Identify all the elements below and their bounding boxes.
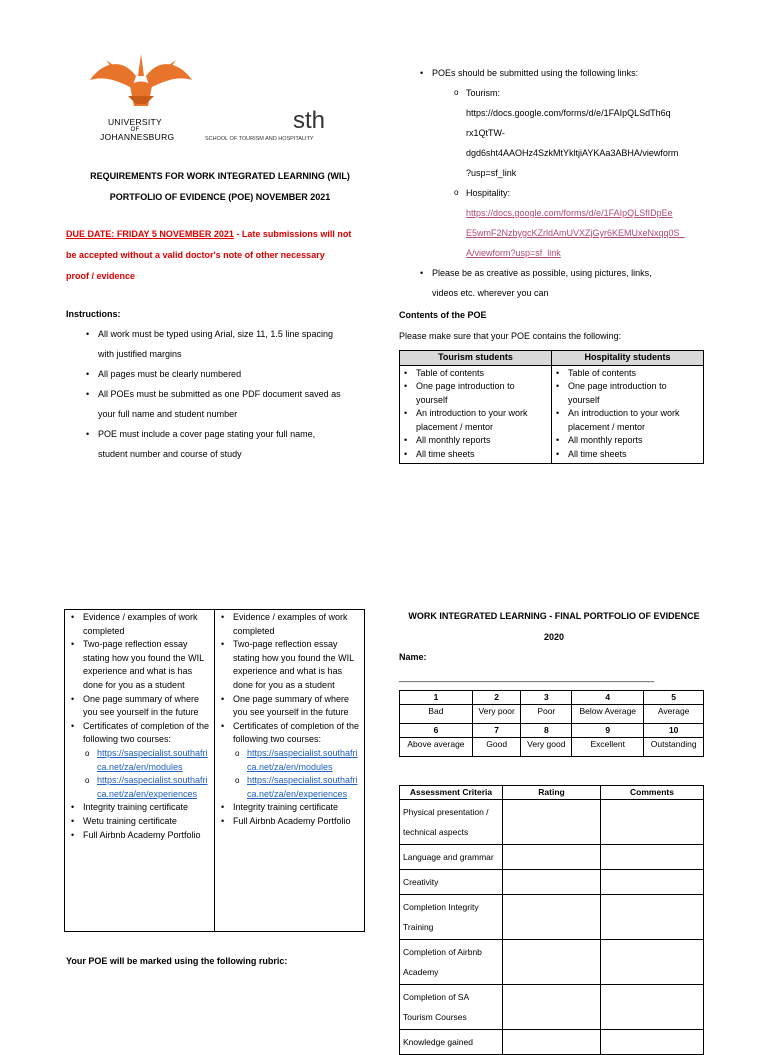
tourism-url-1: https://docs.google.com/forms/d/e/1FAIpQLSdTh6q (466, 108, 671, 118)
due-rest-1: - Late submissions will not (233, 229, 352, 239)
contents-item: • Table of contents (554, 367, 700, 381)
criteria-cell: Knowledge gained (400, 1030, 503, 1055)
page-title (70, 166, 370, 208)
scale-number: 7 (472, 724, 521, 738)
criteria-cell: Physical presentation / technical aspects (400, 800, 503, 845)
rating-cell[interactable] (503, 870, 601, 895)
logo-line-of: OF (130, 127, 140, 133)
contents-item: • Certificates of completion of the following two courses: (219, 720, 362, 747)
logo-line-university: UNIVERSITY (107, 117, 162, 127)
contents-item: • All time sheets (402, 448, 548, 462)
submission-intro: • POEs should be submitted using the following links: (418, 63, 718, 83)
contents-item: • All monthly reports (554, 434, 700, 448)
hospitality-link[interactable]: https://docs.google.com/forms/d/e/1FAIpQLSfIDpEe E5wmF2NzbygcKZrldAmUVXZjGyr6KEMUxeNxqq0S_ A/viewform?usp=sf_link (466, 208, 685, 258)
sth-logo (205, 108, 355, 142)
criteria-cell: Completion Integrity Training (400, 895, 503, 940)
criteria-header: Assessment Criteria (400, 786, 503, 800)
modules-link[interactable]: https://saspecialist.southafrica.net/za/en/modules (247, 747, 358, 772)
scale-number: 1 (400, 691, 473, 705)
university-name (100, 117, 175, 142)
comments-cell[interactable] (601, 870, 704, 895)
instruction-item: • All POEs must be submitted as one PDF document saved as your full name and student number (84, 384, 376, 424)
rating-cell[interactable] (503, 985, 601, 1030)
contents-item: • Two-page reflection essay stating how you found the WIL experience and what is has done for you as a student (69, 638, 212, 692)
tourism-url-2: rx1QtTW- (466, 128, 505, 138)
contents-item: • Integrity training certificate (69, 801, 212, 815)
contents-item: • Evidence / examples of work completed (219, 611, 362, 638)
tourism-continued-cell (65, 610, 215, 932)
final-year: 2020 (543, 632, 565, 642)
contents-item: • Evidence / examples of work completed (69, 611, 212, 638)
name-label: Name: (399, 652, 427, 662)
contents-item: • Integrity training certificate (219, 801, 362, 815)
scale-label: Above average (400, 738, 473, 757)
comments-cell[interactable] (601, 895, 704, 940)
sth-mark: sth (293, 107, 326, 134)
logo-line-johannesburg: JOHANNESBURG (100, 132, 175, 142)
tourism-label: o Tourism: (466, 88, 501, 98)
university-logo (86, 46, 196, 152)
submission-section (418, 63, 718, 303)
tourism-link-item (454, 83, 718, 183)
continued-contents-table (64, 609, 365, 932)
scale-label: Excellent (572, 738, 644, 757)
scale-number: 2 (472, 691, 521, 705)
scale-number: 6 (400, 724, 473, 738)
contents-heading: Contents of the POE (399, 310, 487, 320)
instruction-item: • All work must be typed using Arial, size 11, 1.5 line spacing with justified margins (84, 324, 376, 364)
contents-item: • Wetu training certificate (69, 815, 212, 829)
contents-item: • One page summary of where you see yourself in the future (69, 693, 212, 720)
contents-intro: Please make sure that your POE contains the following: (399, 331, 622, 341)
course-link-item (85, 774, 212, 801)
scale-label: Outstanding (644, 738, 704, 757)
course-link-item (85, 747, 212, 774)
scale-label: Very good (521, 738, 572, 757)
contents-item: • Full Airbnb Academy Portfolio (69, 829, 212, 843)
scale-number: 10 (644, 724, 704, 738)
rating-header: Rating (503, 786, 601, 800)
experiences-link[interactable]: https://saspecialist.southafrica.net/za/en/experiences (97, 775, 208, 799)
scale-number: 4 (572, 691, 644, 705)
scale-label: Below Average (572, 705, 644, 724)
comments-cell[interactable] (601, 845, 704, 870)
due-line-2: be accepted without a valid doctor's note of other necessary (66, 250, 325, 260)
hospitality-contents-cell (552, 365, 704, 464)
contents-item: • Certificates of completion of the following two courses: (69, 720, 212, 747)
contents-item: • Full Airbnb Academy Portfolio (219, 815, 362, 829)
contents-item: • An introduction to your work placement / mentor (402, 407, 548, 434)
name-field[interactable]: ___________________________________________________ (399, 672, 655, 682)
comments-cell[interactable] (601, 985, 704, 1030)
rating-cell[interactable] (503, 845, 601, 870)
rating-cell[interactable] (503, 1030, 601, 1055)
tourism-contents-cell (400, 365, 552, 464)
due-date: DUE DATE: FRIDAY 5 NOVEMBER 2021 (66, 229, 234, 239)
hospitality-link-item (454, 183, 718, 263)
scale-number: 8 (521, 724, 572, 738)
title-line-2: PORTFOLIO OF EVIDENCE (POE) NOVEMBER 2021 (109, 192, 331, 202)
instruction-item: • All pages must be clearly numbered (84, 364, 376, 384)
scale-number: 5 (644, 691, 704, 705)
contents-item: • One page summary of where you see yourself in the future (219, 693, 362, 720)
contents-item: • All monthly reports (402, 434, 548, 448)
course-link-item (235, 774, 362, 801)
experiences-link[interactable]: https://saspecialist.southafrica.net/za/en/experiences (247, 775, 358, 799)
comments-cell[interactable] (601, 940, 704, 985)
scale-label: Very poor (472, 705, 521, 724)
criteria-cell: Language and grammar (400, 845, 503, 870)
final-title-text: WORK INTEGRATED LEARNING - FINAL PORTFOLIO OF EVIDENCE (408, 611, 700, 621)
tourism-url-3: dgd6sht4AAOHz4SzkMtYkltjiAYKAa3ABHA/viewform (466, 148, 679, 158)
rating-cell[interactable] (503, 800, 601, 845)
rating-scale-table (399, 690, 704, 757)
rating-cell[interactable] (503, 895, 601, 940)
scale-label: Good (472, 738, 521, 757)
comments-cell[interactable] (601, 1030, 704, 1055)
col-hospitality-header: Hospitality students (552, 351, 704, 366)
scale-label: Poor (521, 705, 572, 724)
contents-section (399, 305, 704, 464)
col-tourism-header: Tourism students (400, 351, 552, 366)
rubric-note: Your POE will be marked using the following rubric: (66, 956, 288, 966)
contents-item: • One page introduction to yourself (554, 380, 700, 407)
criteria-cell: Creativity (400, 870, 503, 895)
instructions-heading: Instructions: (66, 309, 121, 319)
scale-label: Bad (400, 705, 473, 724)
rating-cell[interactable] (503, 940, 601, 985)
hospitality-label: o Hospitality: (466, 188, 511, 198)
contents-item: • One page introduction to yourself (402, 380, 548, 407)
criteria-cell: Completion of SA Tourism Courses (400, 985, 503, 1030)
criteria-cell: Completion of Airbnb Academy (400, 940, 503, 985)
contents-item: • An introduction to your work placement / mentor (554, 407, 700, 434)
due-line-3: proof / evidence (66, 271, 136, 281)
due-date-notice (66, 224, 376, 287)
comments-header: Comments (601, 786, 704, 800)
contents-item: • All time sheets (554, 448, 700, 462)
scale-number: 9 (572, 724, 644, 738)
instructions (66, 304, 376, 464)
scale-number: 3 (521, 691, 572, 705)
modules-link[interactable]: https://saspecialist.southafrica.net/za/en/modules (97, 747, 208, 772)
contents-item: • Two-page reflection essay stating how you found the WIL experience and what is has done for you as a student (219, 638, 362, 692)
comments-cell[interactable] (601, 800, 704, 845)
school-name: SCHOOL OF TOURISM AND HOSPITALITY (205, 136, 314, 142)
tourism-url-4: ?usp=sf_link (466, 168, 517, 178)
final-title (399, 606, 709, 648)
contents-table (399, 350, 704, 464)
scale-label: Average (644, 705, 704, 724)
hospitality-continued-cell (215, 610, 365, 932)
assessment-criteria-table (399, 785, 704, 1055)
instruction-item: • POE must include a cover page stating your full name, student number and course of study (84, 424, 376, 464)
course-link-item (235, 747, 362, 774)
uj-emblem-icon (86, 46, 196, 116)
contents-item: • Table of contents (402, 367, 548, 381)
creative-note: • Please be as creative as possible, using pictures, links, videos etc. wherever you can (418, 263, 718, 303)
title-line-1: REQUIREMENTS FOR WORK INTEGRATED LEARNING (WIL) (90, 171, 350, 181)
